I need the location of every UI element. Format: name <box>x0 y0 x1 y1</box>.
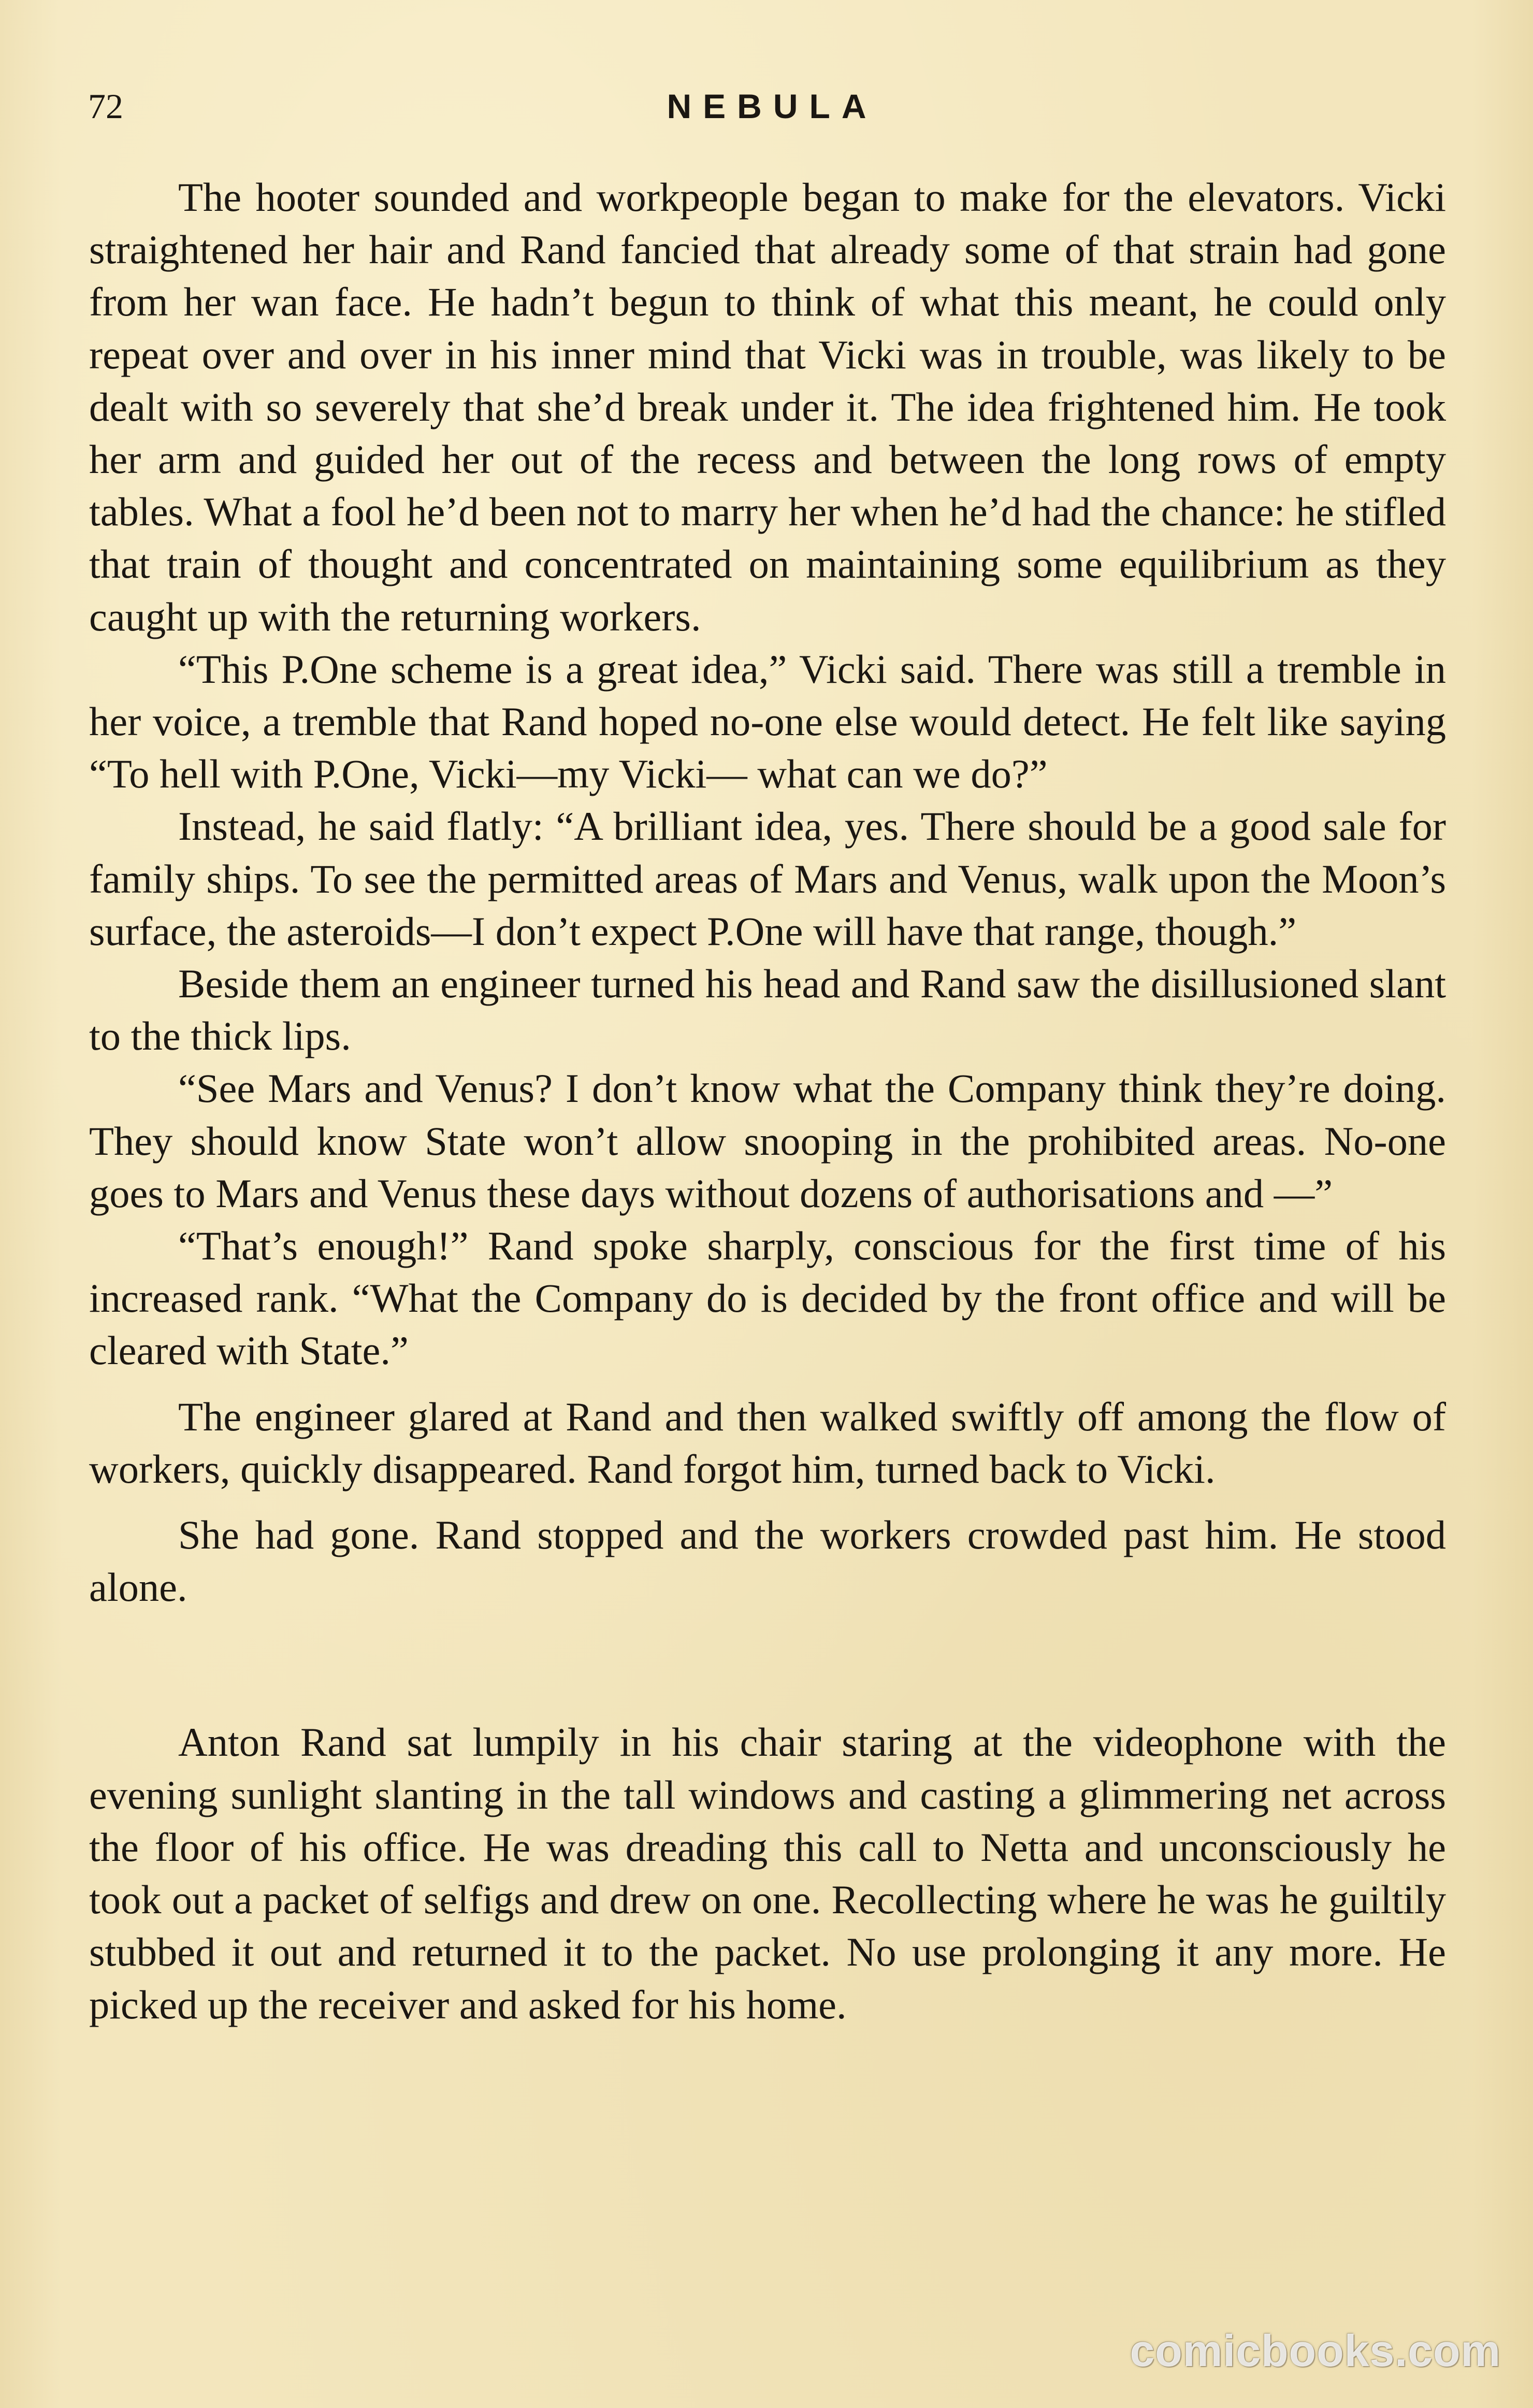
paragraph: Beside them an engineer turned his head and Rand saw the disillusioned slant to the thick lips. <box>89 961 1446 1059</box>
page-number: 72 <box>88 87 123 126</box>
paragraph: Instead, he said flatly: “A brilliant idea, yes. There should be a good sale for family ships. To see the permitted areas of Mars and Venus, walk upon the Moon’s surface, the asteroids—I don’t expect P.One will have that range, though.” <box>89 804 1446 954</box>
page-header <box>88 78 1445 135</box>
watermark: comicbooks.com <box>1130 2326 1501 2376</box>
paragraph: The hooter sounded and workpeople began to make for the elevators. Vicki straightened her hair and Rand fancied that already some of that strain had gone from her wan face. He hadn’t begun to think of what this meant, he could only repeat over and over in his inner mind that Vicki was in trouble, was likely to be dealt with so severely that she’d break under it. The idea frightened him. He took her arm and guided her out of the recess and between the long rows of empty tables. What a fool he’d been not to marry her when he’d had the chance: he stifled that train of thought and concentrated on maintaining some equilibrium as they caught up with the returning workers. <box>89 175 1446 639</box>
paragraph: The engineer glared at Rand and then walked swiftly off among the flow of workers, quickly disappeared. Rand forgot him, turned back to Vicki. <box>89 1394 1446 1492</box>
paragraph: “This P.One scheme is a great idea,” Vicki said. There was still a tremble in her voice, a tremble that Rand hoped no-one else would detect. He felt like saying “To hell with P.One, Vicki—my Vicki— what can we do?” <box>89 646 1446 797</box>
running-title: NEBULA <box>667 87 878 125</box>
paragraph: She had gone. Rand stopped and the workers crowded past him. He stood alone. <box>89 1512 1446 1610</box>
paragraph: “See Mars and Venus? I don’t know what the Company think they’re doing. They should know State won’t allow snooping in the prohibited areas. No-one goes to Mars and Venus these days without dozens of authorisations and —” <box>89 1066 1446 1216</box>
body-text <box>89 171 1446 2031</box>
paragraph: Anton Rand sat lumpily in his chair staring at the videophone with the evening sunlight slanting in the tall windows and casting a glimmering net across the floor of his office. He was dreading this call to Netta and unconsciously he took out a packet of selfigs and drew on one. Recollecting where he was he guiltily stubbed it out and returned it to the packet. No use prolonging it any more. He picked up the receiver and asked for his home. <box>89 1719 1446 2027</box>
paragraph: “That’s enough!” Rand spoke sharply, conscious for the first time of his increased rank. “What the Company do is decided by the front office and will be cleared with State.” <box>89 1223 1446 1373</box>
